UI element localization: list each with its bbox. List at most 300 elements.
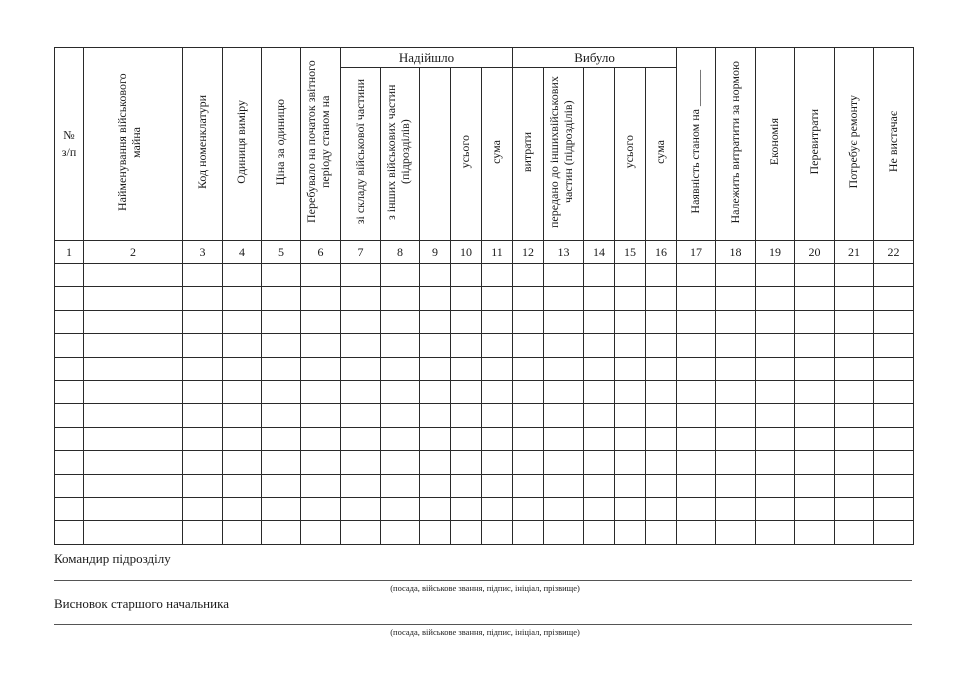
table-cell[interactable] (874, 357, 914, 380)
header-number-label: № з/п (61, 128, 77, 159)
table-cell[interactable] (262, 427, 301, 450)
table-cell[interactable] (223, 264, 262, 287)
table-cell[interactable] (677, 380, 716, 403)
table-cell[interactable] (301, 404, 341, 427)
table-cell[interactable] (756, 474, 795, 497)
table-cell[interactable] (615, 427, 646, 450)
table-cell[interactable] (584, 287, 615, 310)
header-number (55, 48, 84, 241)
table-cell[interactable] (55, 264, 84, 287)
table-cell[interactable] (756, 264, 795, 287)
table-cell[interactable] (451, 427, 482, 450)
table-cell[interactable] (341, 264, 381, 287)
table-cell[interactable] (301, 497, 341, 520)
header-shortage (874, 48, 914, 241)
table-cell[interactable] (84, 334, 183, 357)
table-cell[interactable] (677, 287, 716, 310)
table-cell[interactable] (223, 404, 262, 427)
table-cell[interactable] (513, 287, 544, 310)
table-cell[interactable] (874, 287, 914, 310)
table-cell[interactable] (874, 264, 914, 287)
header-item-name-label: Найменування військового майна (115, 73, 143, 211)
table-cell[interactable] (341, 310, 381, 333)
table-cell[interactable] (482, 404, 513, 427)
table-cell[interactable] (84, 451, 183, 474)
conclusion-caption: (посада, військове звання, підпис, ініціал, прізвище) (390, 627, 580, 637)
table-cell[interactable] (874, 310, 914, 333)
table-cell[interactable] (223, 380, 262, 403)
table-cell[interactable] (482, 474, 513, 497)
table-cell[interactable] (55, 521, 84, 544)
table-cell[interactable] (584, 497, 615, 520)
table-cell[interactable] (544, 404, 584, 427)
table-cell[interactable] (84, 287, 183, 310)
table-cell[interactable] (835, 497, 874, 520)
column-number: 10 (451, 241, 482, 264)
table-cell[interactable] (795, 497, 835, 520)
column-number: 15 (615, 241, 646, 264)
table-cell[interactable] (874, 451, 914, 474)
table-cell[interactable] (84, 427, 183, 450)
table-cell[interactable] (615, 310, 646, 333)
table-cell[interactable] (756, 287, 795, 310)
table-cell[interactable] (513, 521, 544, 544)
table-cell[interactable] (835, 380, 874, 403)
table-cell[interactable] (677, 310, 716, 333)
table-cell[interactable] (756, 334, 795, 357)
column-number: 21 (835, 241, 874, 264)
table-cell[interactable] (584, 451, 615, 474)
table-cell[interactable] (420, 451, 451, 474)
table-cell[interactable] (482, 427, 513, 450)
table-cell[interactable] (482, 310, 513, 333)
table-cell[interactable] (513, 357, 544, 380)
table-cell[interactable] (795, 404, 835, 427)
table-cell[interactable] (381, 521, 420, 544)
table-cell[interactable] (55, 474, 84, 497)
table-cell[interactable] (615, 287, 646, 310)
table-cell[interactable] (183, 287, 223, 310)
table-cell[interactable] (84, 264, 183, 287)
table-cell[interactable] (513, 474, 544, 497)
table-cell[interactable] (301, 357, 341, 380)
table-cell[interactable] (646, 310, 677, 333)
header-blank-in (420, 68, 451, 241)
table-cell[interactable] (451, 380, 482, 403)
table-cell[interactable] (544, 380, 584, 403)
table-cell[interactable] (183, 427, 223, 450)
table-row (55, 310, 914, 333)
table-cell[interactable] (451, 404, 482, 427)
table-cell[interactable] (84, 474, 183, 497)
table-cell[interactable] (544, 287, 584, 310)
table-cell[interactable] (84, 310, 183, 333)
header-overspend-label: Перевитрати (806, 109, 821, 175)
table-cell[interactable] (55, 334, 84, 357)
header-opening-balance-label: Перебувало на початок звітного періоду станом на (303, 60, 332, 224)
table-cell[interactable] (677, 404, 716, 427)
table-cell[interactable] (584, 427, 615, 450)
table-cell[interactable] (262, 380, 301, 403)
table-cell[interactable] (756, 497, 795, 520)
table-cell[interactable] (482, 380, 513, 403)
table-cell[interactable] (301, 521, 341, 544)
table-cell[interactable] (716, 427, 756, 450)
table-cell[interactable] (262, 264, 301, 287)
table-cell[interactable] (677, 497, 716, 520)
table-cell[interactable] (301, 310, 341, 333)
table-cell[interactable] (420, 334, 451, 357)
table-cell[interactable] (615, 497, 646, 520)
table-cell[interactable] (795, 451, 835, 474)
table-cell[interactable] (301, 287, 341, 310)
table-cell[interactable] (55, 287, 84, 310)
table-cell[interactable] (835, 310, 874, 333)
table-cell[interactable] (341, 380, 381, 403)
table-cell[interactable] (84, 357, 183, 380)
table-cell[interactable] (677, 357, 716, 380)
table-cell[interactable] (55, 357, 84, 380)
table-cell[interactable] (451, 357, 482, 380)
table-cell[interactable] (262, 474, 301, 497)
table-cell[interactable] (795, 264, 835, 287)
table-cell[interactable] (874, 404, 914, 427)
table-cell[interactable] (795, 334, 835, 357)
table-cell[interactable] (420, 474, 451, 497)
table-cell[interactable] (615, 451, 646, 474)
table-cell[interactable] (513, 380, 544, 403)
table-cell[interactable] (341, 287, 381, 310)
table-cell[interactable] (513, 310, 544, 333)
table-cell[interactable] (874, 380, 914, 403)
table-row (55, 474, 914, 497)
table-row (55, 497, 914, 520)
table-cell[interactable] (451, 474, 482, 497)
table-cell[interactable] (420, 404, 451, 427)
table-cell[interactable] (716, 521, 756, 544)
table-cell[interactable] (513, 427, 544, 450)
commander-signature-line (54, 580, 912, 581)
table-cell[interactable] (835, 427, 874, 450)
table-cell[interactable] (677, 521, 716, 544)
table-cell[interactable] (835, 474, 874, 497)
table-cell[interactable] (84, 380, 183, 403)
table-cell[interactable] (544, 427, 584, 450)
table-row (55, 404, 914, 427)
table-cell[interactable] (381, 334, 420, 357)
table-cell[interactable] (584, 334, 615, 357)
table-cell[interactable] (513, 497, 544, 520)
table-cell[interactable] (183, 310, 223, 333)
table-cell[interactable] (482, 264, 513, 287)
header-group-disposed (513, 48, 677, 68)
table-cell[interactable] (84, 521, 183, 544)
table-cell[interactable] (341, 334, 381, 357)
table-cell[interactable] (482, 334, 513, 357)
table-cell[interactable] (615, 404, 646, 427)
table-cell[interactable] (716, 287, 756, 310)
table-cell[interactable] (262, 404, 301, 427)
table-cell[interactable] (756, 380, 795, 403)
table-cell[interactable] (420, 310, 451, 333)
table-cell[interactable] (584, 404, 615, 427)
table-cell[interactable] (223, 287, 262, 310)
table-cell[interactable] (420, 287, 451, 310)
table-cell[interactable] (513, 404, 544, 427)
header-availability (677, 48, 716, 241)
table-cell[interactable] (835, 404, 874, 427)
table-cell[interactable] (835, 334, 874, 357)
table-cell[interactable] (677, 474, 716, 497)
table-cell[interactable] (451, 310, 482, 333)
table-cell[interactable] (584, 521, 615, 544)
table-cell[interactable] (84, 404, 183, 427)
table-cell[interactable] (835, 521, 874, 544)
table-cell[interactable] (716, 404, 756, 427)
table-cell[interactable] (615, 521, 646, 544)
table-cell[interactable] (646, 474, 677, 497)
table-cell[interactable] (301, 380, 341, 403)
table-cell[interactable] (55, 310, 84, 333)
column-number-row (55, 241, 914, 264)
table-cell[interactable] (482, 497, 513, 520)
table-cell[interactable] (451, 497, 482, 520)
header-from-warehouse-label: зі складу військової частини (352, 79, 367, 225)
table-cell[interactable] (646, 521, 677, 544)
header-total-in-label: усього (458, 135, 473, 169)
table-cell[interactable] (482, 521, 513, 544)
table-cell[interactable] (420, 521, 451, 544)
table-cell[interactable] (716, 497, 756, 520)
table-cell[interactable] (301, 264, 341, 287)
table-cell[interactable] (716, 264, 756, 287)
table-cell[interactable] (646, 451, 677, 474)
table-cell[interactable] (795, 380, 835, 403)
table-cell[interactable] (795, 474, 835, 497)
table-cell[interactable] (55, 451, 84, 474)
table-cell[interactable] (183, 451, 223, 474)
table-cell[interactable] (795, 357, 835, 380)
table-cell[interactable] (262, 287, 301, 310)
table-cell[interactable] (835, 264, 874, 287)
table-cell[interactable] (55, 380, 84, 403)
table-cell[interactable] (262, 497, 301, 520)
table-cell[interactable] (874, 521, 914, 544)
table-cell[interactable] (835, 357, 874, 380)
table-cell[interactable] (544, 451, 584, 474)
table-cell[interactable] (183, 521, 223, 544)
table-cell[interactable] (646, 380, 677, 403)
table-cell[interactable] (183, 264, 223, 287)
header-blank-out (584, 68, 615, 241)
table-cell[interactable] (451, 334, 482, 357)
table-cell[interactable] (451, 287, 482, 310)
table-cell[interactable] (262, 334, 301, 357)
conclusion-label: Висновок старшого начальника (54, 596, 229, 611)
header-group-received-label: Надійшло (398, 49, 455, 65)
table-cell[interactable] (183, 404, 223, 427)
table-cell[interactable] (584, 357, 615, 380)
table-cell[interactable] (341, 427, 381, 450)
table-cell[interactable] (451, 451, 482, 474)
column-number: 5 (262, 241, 301, 264)
conclusion-signature-line (54, 624, 912, 625)
table-cell[interactable] (646, 334, 677, 357)
table-cell[interactable] (381, 427, 420, 450)
table-cell[interactable] (874, 427, 914, 450)
table-cell[interactable] (646, 404, 677, 427)
table-cell[interactable] (183, 334, 223, 357)
table-cell[interactable] (584, 380, 615, 403)
table-cell[interactable] (381, 380, 420, 403)
table-cell[interactable] (381, 474, 420, 497)
table-cell[interactable] (874, 474, 914, 497)
table-cell[interactable] (482, 451, 513, 474)
table-cell[interactable] (420, 264, 451, 287)
header-total-in (451, 68, 482, 241)
table-cell[interactable] (544, 357, 584, 380)
table-cell[interactable] (615, 380, 646, 403)
table-cell[interactable] (716, 380, 756, 403)
table-cell[interactable] (84, 497, 183, 520)
table-cell[interactable] (183, 380, 223, 403)
table-cell[interactable] (513, 334, 544, 357)
table-cell[interactable] (615, 357, 646, 380)
table-cell[interactable] (677, 264, 716, 287)
table-cell[interactable] (381, 287, 420, 310)
table-cell[interactable] (381, 357, 420, 380)
table-cell[interactable] (341, 404, 381, 427)
table-cell[interactable] (420, 497, 451, 520)
table-cell[interactable] (223, 451, 262, 474)
column-number: 2 (84, 241, 183, 264)
table-cell[interactable] (341, 451, 381, 474)
table-cell[interactable] (584, 264, 615, 287)
table-cell[interactable] (677, 427, 716, 450)
table-cell[interactable] (756, 521, 795, 544)
table-cell[interactable] (584, 310, 615, 333)
header-expenses (513, 68, 544, 241)
table-cell[interactable] (646, 264, 677, 287)
table-cell[interactable] (874, 334, 914, 357)
table-cell[interactable] (223, 497, 262, 520)
table-cell[interactable] (262, 521, 301, 544)
table-row (55, 264, 914, 287)
table-cell[interactable] (756, 310, 795, 333)
table-cell[interactable] (301, 451, 341, 474)
table-cell[interactable] (544, 521, 584, 544)
table-cell[interactable] (341, 474, 381, 497)
table-cell[interactable] (341, 497, 381, 520)
table-cell[interactable] (183, 357, 223, 380)
table-cell[interactable] (544, 310, 584, 333)
table-cell[interactable] (55, 497, 84, 520)
table-cell[interactable] (262, 357, 301, 380)
table-cell[interactable] (795, 287, 835, 310)
table-cell[interactable] (341, 521, 381, 544)
table-cell[interactable] (301, 427, 341, 450)
table-cell[interactable] (716, 310, 756, 333)
table-cell[interactable] (451, 264, 482, 287)
table-cell[interactable] (223, 357, 262, 380)
table-cell[interactable] (756, 427, 795, 450)
table-cell[interactable] (584, 474, 615, 497)
table-cell[interactable] (223, 427, 262, 450)
table-cell[interactable] (301, 334, 341, 357)
table-cell[interactable] (513, 451, 544, 474)
table-cell[interactable] (482, 287, 513, 310)
table-cell[interactable] (183, 474, 223, 497)
column-number: 16 (646, 241, 677, 264)
table-cell[interactable] (420, 380, 451, 403)
table-cell[interactable] (301, 474, 341, 497)
table-cell[interactable] (55, 404, 84, 427)
table-cell[interactable] (262, 451, 301, 474)
table-cell[interactable] (544, 334, 584, 357)
table-cell[interactable] (223, 334, 262, 357)
table-cell[interactable] (615, 264, 646, 287)
column-number: 19 (756, 241, 795, 264)
table-cell[interactable] (795, 427, 835, 450)
header-availability-label: Наявність станом на ______ (688, 70, 703, 214)
table-cell[interactable] (874, 497, 914, 520)
table-cell[interactable] (646, 427, 677, 450)
table-cell[interactable] (835, 287, 874, 310)
table-cell[interactable] (482, 357, 513, 380)
table-cell[interactable] (716, 474, 756, 497)
table-cell[interactable] (223, 310, 262, 333)
table-cell[interactable] (646, 357, 677, 380)
table-cell[interactable] (262, 310, 301, 333)
table-cell[interactable] (381, 404, 420, 427)
table-cell[interactable] (544, 474, 584, 497)
table-cell[interactable] (716, 357, 756, 380)
table-cell[interactable] (420, 357, 451, 380)
header-group-disposed-label: Вибуло (574, 49, 615, 65)
table-cell[interactable] (646, 287, 677, 310)
table-cell[interactable] (716, 451, 756, 474)
table-cell[interactable] (716, 334, 756, 357)
table-cell[interactable] (677, 334, 716, 357)
table-cell[interactable] (381, 497, 420, 520)
table-cell[interactable] (677, 451, 716, 474)
table-cell[interactable] (756, 404, 795, 427)
table-cell[interactable] (756, 451, 795, 474)
table-cell[interactable] (451, 521, 482, 544)
table-cell[interactable] (795, 521, 835, 544)
table-cell[interactable] (183, 497, 223, 520)
table-cell[interactable] (223, 474, 262, 497)
table-cell[interactable] (55, 427, 84, 450)
table-cell[interactable] (513, 264, 544, 287)
table-cell[interactable] (341, 357, 381, 380)
table-cell[interactable] (615, 334, 646, 357)
table-cell[interactable] (381, 451, 420, 474)
table-cell[interactable] (795, 310, 835, 333)
table-cell[interactable] (544, 264, 584, 287)
table-cell[interactable] (544, 497, 584, 520)
table-cell[interactable] (420, 427, 451, 450)
table-cell[interactable] (615, 474, 646, 497)
table-cell[interactable] (646, 497, 677, 520)
table-row (55, 427, 914, 450)
table-cell[interactable] (381, 310, 420, 333)
table-cell[interactable] (223, 521, 262, 544)
header-item-name (84, 48, 183, 241)
table-cell[interactable] (756, 357, 795, 380)
table-cell[interactable] (835, 451, 874, 474)
table-cell[interactable] (381, 264, 420, 287)
